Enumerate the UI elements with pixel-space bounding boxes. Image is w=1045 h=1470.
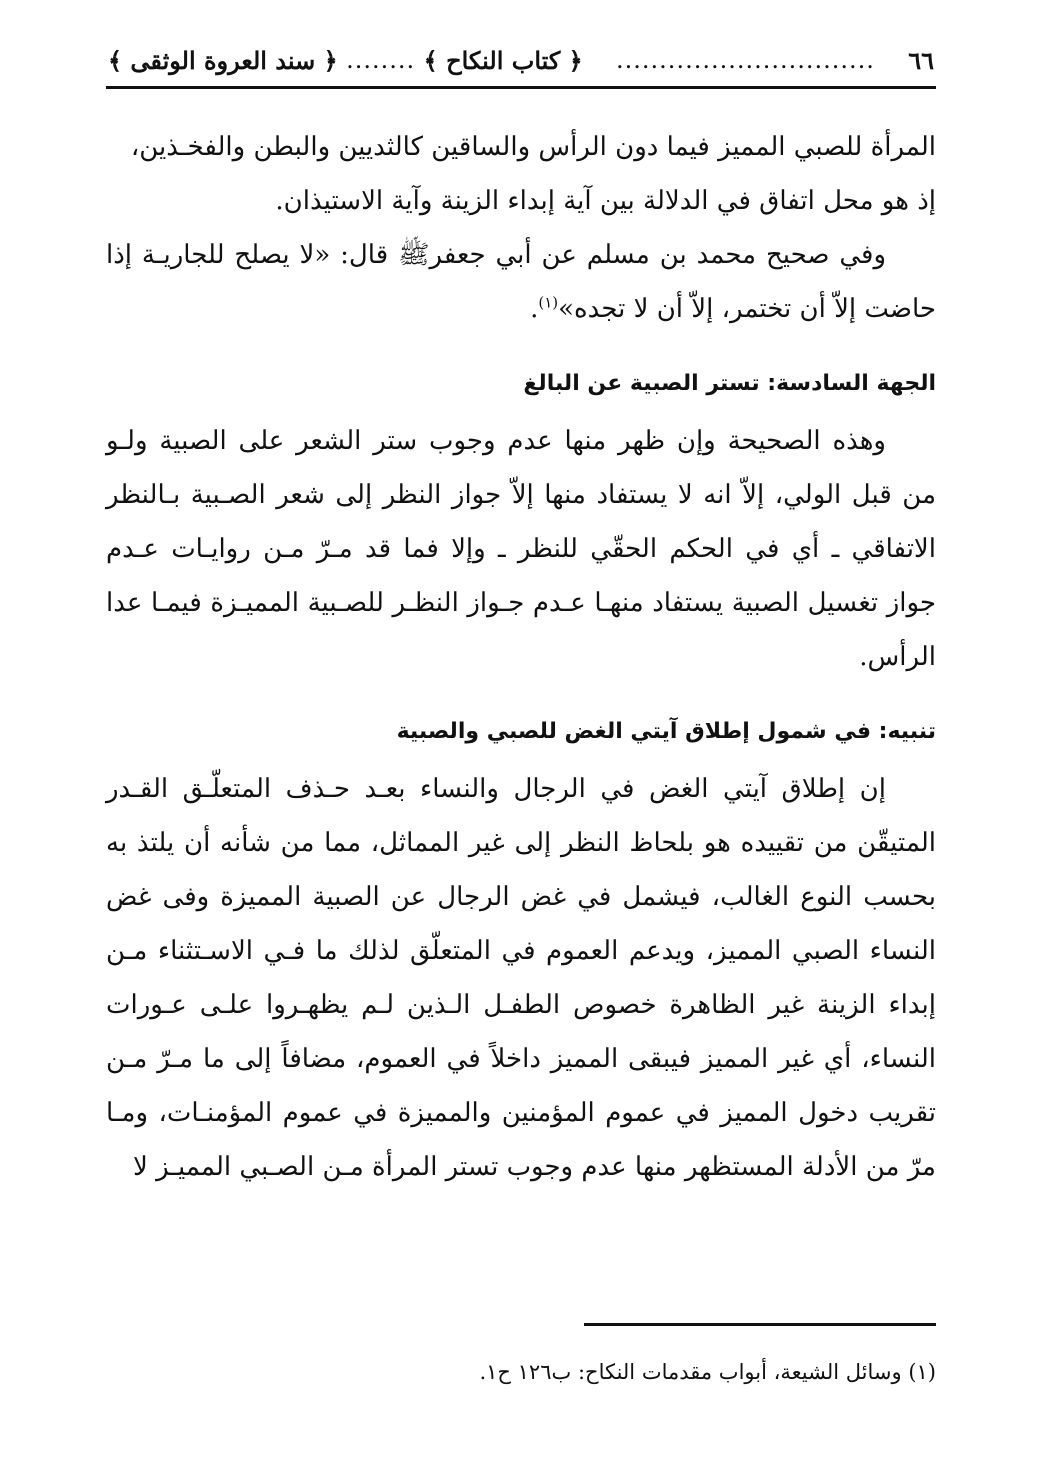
spacer — [106, 336, 936, 364]
spacer — [106, 752, 936, 762]
paragraph-2-text: وفي صحيح محمد بن مسلم عن أبي جعفرﷺ قال: «لا يصلح للجاريـة إذا حاضت إلاّ أن تختمر، إلاّ أن لا تجده» — [106, 240, 936, 324]
paragraph-1-line-2: إذ هو محل اتفاق في الدلالة بين آية إبداء الزينة وآية الاستيذان. — [275, 186, 936, 216]
header-rule — [106, 86, 936, 89]
paragraph-3: وهذه الصحيحة وإن ظهر منها عدم وجوب ستر الشعر على الصبية ولـو من قبل الولي، إلاّ انه لا يستفاد منها إلاّ جواز النظر إلى شعر الصـبية بـالنظر الاتفاقي ـ أي في الحكم الحقّي للنظر ـ وإلا فما قد مـرّ مـن روايـات عـدم جواز تغسيل الصبية يستفاد منهـا عـدم جـواز النظـر للصـبية المميـزة فيمـا عدا الرأس. — [106, 426, 936, 672]
book-series-title: ﴿ سند العروة الوثقى ﴾ — [108, 45, 338, 75]
paragraph-2-end: . — [530, 294, 539, 324]
section-heading-sixth-aspect: الجهة السادسة: تستر الصبية عن البالغ — [523, 371, 936, 396]
header-leader-dots: .............................. — [616, 46, 875, 74]
running-header — [108, 40, 934, 80]
paragraph-4: إن إطلاق آيتي الغض في الرجال والنساء بعـد حـذف المتعلّـق القـدر المتيقّن من تقييده هو بلحاظ النظر إلى غير المماثل، مما من شأنه أن يلتذ به بحسب النوع الغالب، فيشمل في غض الرجال عن الصبية المميزة وفى غض النساء الصبي المميز، ويدعم العموم في المتعلّق لذلك ما فـي الاسـتثناء مـن إبداء الزينة غير الظاهرة خصوص الطفـل الـذين لـم يظهـروا علـى عـورات النساء، أي غير المميز فيبقى المميز داخلاً في العموم، مضافاً إلى ما مـرّ مـن تقريب دخول المميز في عموم المؤمنين والمميزة في عموم المؤمنـات، ومـا مرّ من الأدلة المستظهر منها عدم وجوب تستر المرأة مـن الصـبي المميـز لا — [106, 774, 936, 1182]
footnote-marker[interactable]: (١) — [538, 293, 559, 312]
main-text — [106, 120, 936, 1194]
spacer — [106, 684, 936, 712]
chapter-title: ﴿ كتاب النكاح ﴾ — [423, 45, 583, 75]
page-number: ٦٦ — [908, 45, 934, 75]
footnote-rule — [584, 1323, 936, 1326]
paragraph-2 — [106, 228, 936, 336]
spacer — [106, 404, 936, 414]
paragraph-1-line-1: المرأة للصبي المميز فيما دون الرأس والساقين كالثديين والبطن والفخـذين، — [130, 132, 936, 162]
header-leader-dots-short: ........ — [346, 46, 416, 74]
footnote: (١) وسائل الشيعة، أبواب مقدمات النكاح: ب١٢٦ ح١. — [479, 1360, 936, 1384]
section-heading-note: تنبيه: في شمول إطلاق آيتي الغض للصبي والصبية — [396, 719, 936, 744]
